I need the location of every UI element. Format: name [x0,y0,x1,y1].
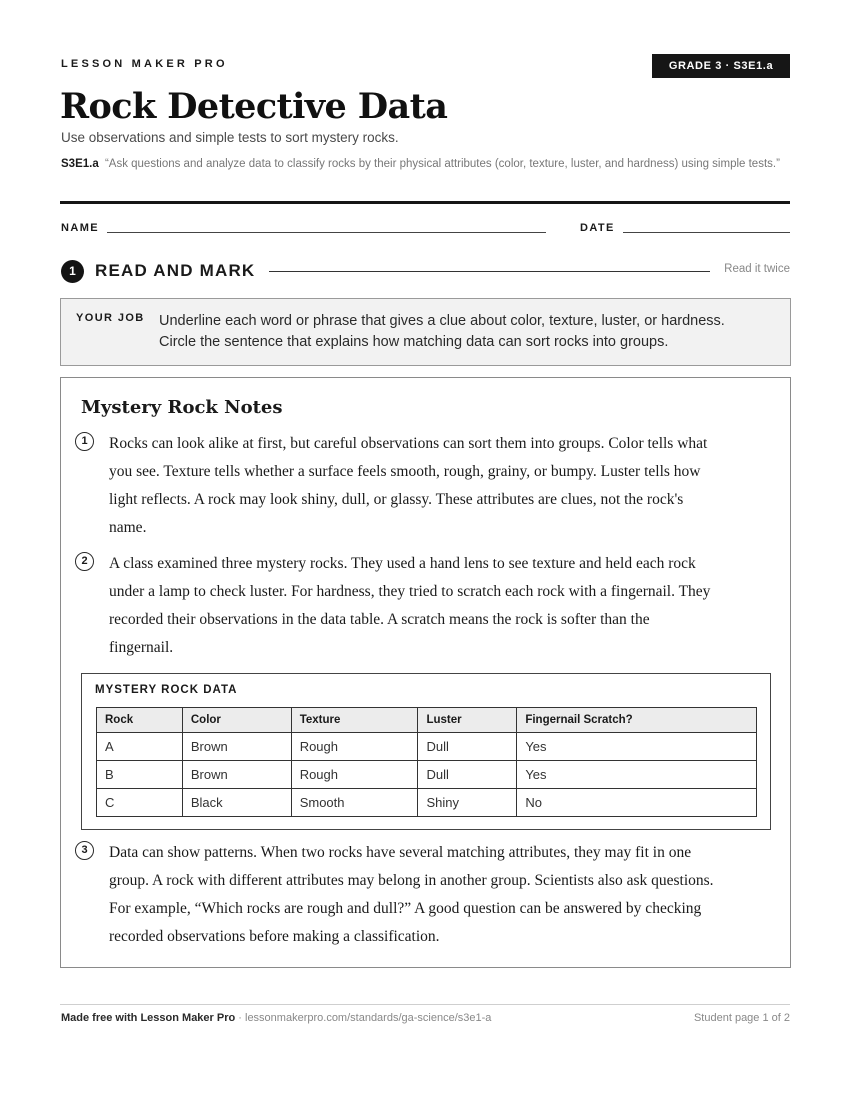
instruction-line: Underline each word or phrase that gives a clue about color, texture, luster, or hardness. [159,313,725,329]
table-row [97,789,757,817]
paragraph-line: light reflects. A rock may look shiny, dull, or glassy. These attributes are clues, not the rock's [109,491,684,508]
column-header: Luster [418,708,517,733]
table-cell: B [97,761,183,789]
column-header: Fingernail Scratch? [517,708,757,733]
table-cell: Brown [182,733,291,761]
paragraph-line: under a lamp to check luster. For hardness, they tried to scratch each rock with a fingernail. They [109,583,711,600]
table-cell: No [517,789,757,817]
column-header: Color [182,708,291,733]
name-label: NAME [61,222,99,234]
date-field[interactable] [623,232,790,233]
footer-credit [61,1012,491,1024]
table-row [97,761,757,789]
your-job-label: YOUR JOB [76,312,145,324]
page-subtitle: Use observations and simple tests to sort mystery rocks. [61,130,399,145]
paragraph-text [109,430,775,542]
paragraph-line: recorded their observations in the data table. A scratch means the rock is softer than the [109,611,650,628]
table-cell: Yes [517,761,757,789]
table-cell: C [97,789,183,817]
paragraph-line: group. A rock with different attributes may belong in another group. Scientists also ask questions. [109,872,714,889]
brand-name: LESSON MAKER PRO [61,58,228,70]
paragraph-number-badge: 1 [75,432,94,451]
standard-text: “Ask questions and analyze data to classify rocks by their physical attributes (color, texture, luster, and hardness) using simple tests.” [104,158,780,170]
your-job-box [60,298,791,366]
table-cell: Shiny [418,789,517,817]
column-header: Rock [97,708,183,733]
paragraph-line: A class examined three mystery rocks. They used a hand lens to see texture and held each rock [109,555,696,572]
table-cell: Brown [182,761,291,789]
section-divider [269,271,710,272]
standard-statement [61,156,786,173]
footer-separator: · [235,1012,245,1024]
paragraph-line: name. [109,519,147,536]
date-label: DATE [580,222,615,234]
instruction-line: Circle the sentence that explains how matching data can sort rocks into groups. [159,333,669,350]
name-field[interactable] [107,232,546,233]
rock-data-table [96,707,757,817]
column-header: Texture [291,708,418,733]
paragraph-number-badge: 3 [75,841,94,860]
table-cell: Dull [418,733,517,761]
paragraph-line: you see. Texture tells whether a surface feels smooth, rough, grainy, or bumpy. Luster tells how [109,463,701,480]
page-title: Rock Detective Data [60,86,448,127]
header-divider [60,201,790,204]
table-cell: Rough [291,733,418,761]
section-title: READ AND MARK [95,261,256,280]
table-row [97,733,757,761]
paragraph-line: fingernail. [109,639,174,656]
mystery-rock-data-box [81,673,771,830]
table-cell: Rough [291,761,418,789]
section-note: Read it twice [724,263,790,275]
footer-page-number: Student page 1 of 2 [693,1012,790,1024]
data-table-title: MYSTERY ROCK DATA [95,684,238,696]
table-cell: A [97,733,183,761]
mystery-rock-notes [60,377,791,968]
your-job-instructions [159,311,779,352]
footer-made-by: Made free with Lesson Maker Pro [61,1012,236,1024]
footer-url-link[interactable]: lessonmakerpro.com/standards/ga-science/s3e1-a [245,1012,492,1024]
paragraph-text [109,839,775,951]
paragraph-line: Data can show patterns. When two rocks have several matching attributes, they may fit in one [109,844,692,861]
paragraph-number-badge: 2 [75,552,94,571]
notes-title: Mystery Rock Notes [81,397,283,418]
table-cell: Yes [517,733,757,761]
table-cell: Smooth [291,789,418,817]
paragraph-line: recorded observations before making a classification. [109,928,440,945]
table-cell: Dull [418,761,517,789]
standard-code: S3E1.a [61,158,99,170]
paragraph-line: Rocks can look alike at first, but careful observations can sort them into groups. Color tells what [109,435,708,452]
section-number-badge: 1 [61,260,84,283]
table-header-row [97,708,757,733]
paragraph-text [109,550,775,662]
grade-badge: GRADE 3 · S3E1.a [652,54,790,78]
footer-divider [60,1004,790,1005]
paragraph-line: For example, “Which rocks are rough and dull?” A good question can be answered by checking [109,900,702,917]
table-cell: Black [182,789,291,817]
